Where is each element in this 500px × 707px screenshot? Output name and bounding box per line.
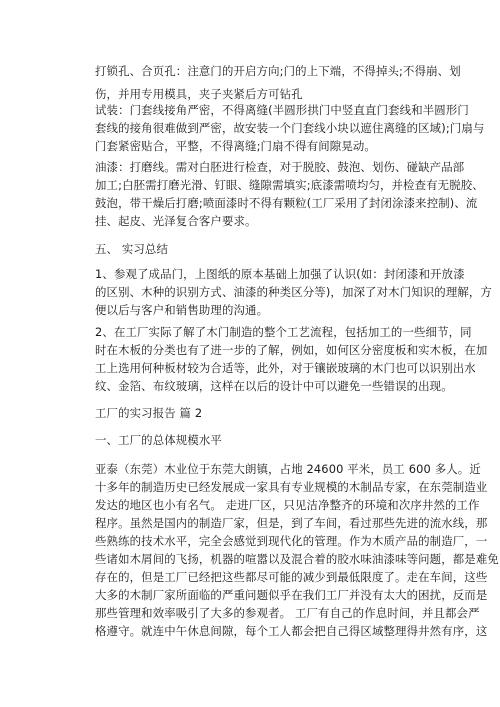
text-line: 那些管理和效率吸引了大多的参观者。 工厂有自己的作息时间，并且都会严	[95, 606, 480, 620]
section-heading: 五、 实习总结	[95, 242, 169, 256]
text-line: 发达的地区也小有名气。 走进厂区，只见洁净整齐的环境和次序井然的工作	[95, 498, 480, 512]
text-line: 套线的接角很难做到严密，故安装一个门套线小块以遮住离缝的区域);门扇与	[95, 121, 485, 135]
report-title: 工厂的实习报告 篇 2	[95, 406, 203, 420]
text-line: 大多的木制厂家所面临的严重问题似乎在我们工厂并没有太大的困扰，反而是	[95, 588, 488, 602]
text-line: 纹、金箔、布纹玻璃，这样在以后的设计中可以避免一些错误的出现。	[95, 379, 453, 393]
text-line: 鼓泡，带干燥后打磨;喷面漆时不得有颗粒(工厂采用了封闭涂漆来控制)、流	[95, 196, 478, 210]
text-line: 油漆：打磨线。需对白胚进行检查，对于脱胶、鼓泡、划伤、碰缺产品部	[95, 160, 465, 174]
text-line: 伤，并用专用模具，夹子夹紧后方可钻孔	[95, 87, 303, 101]
text-line: 些熟练的技术水平，完全会感觉到现代化的管理。作为木质产品的制造厂，一	[95, 534, 488, 548]
text-line: 存在的，但是工厂已经把这些都尽可能的减少到最低限度了。走在车间，这些	[95, 570, 488, 584]
text-line: 加工;白胚需打磨光滑、钉眼、缝隙需填实;底漆需喷均匀，并检查有无脱胶、	[95, 178, 484, 192]
text-line: 些诸如木屑间的飞扬，机器的喧嚣以及混合着的胶水味油漆味等问题，都是难免	[95, 552, 499, 566]
text-line: 挂、起皮、光泽复合客户要求。	[95, 214, 257, 228]
text-line: 1、参观了成品门，上图纸的原本基础上加强了认识(如：封闭漆和开放漆	[95, 267, 465, 281]
text-line: 试装：门套线接角严密，不得离缝(半圆形拱门中竖直直门套线和半圆形门	[95, 103, 469, 117]
text-line: 工上选用何种板材较为合适等，此外，对于镶嵌玻璃的木门也可以识别出水	[95, 361, 476, 375]
section-heading: 一、工厂的总体规模水平	[95, 433, 222, 447]
text-line: 打锁孔、合页孔：注意门的开启方向;门的上下端，不得掉头;不得崩、划	[95, 64, 461, 78]
text-line: 时在木板的分类也有了进一步的了解，例如，如何区分密度板和实木板，在加	[95, 343, 488, 357]
text-line: 2、在工厂实际了解了木门制造的整个工艺流程，包括加工的一些细节，同	[95, 325, 472, 339]
text-line: 格遵守。就连中午休息间隙，每个工人都会把自己得区域整理得井然有序，这	[95, 624, 488, 638]
text-line: 的区别、木种的识别方式、油漆的种类区分等)，加深了对木门知识的理解，方	[95, 285, 492, 299]
text-line: 亚泰（东莞）木业位于东莞大朗镇，占地 24600 平米，员工 600 多人。近	[95, 462, 481, 476]
text-line: 十多年的制造历史已经发展成一家具有专业规模的木制品专家，在东莞制造业	[95, 480, 488, 494]
text-line: 便以后与客户和销售助理的沟通。	[95, 303, 269, 317]
text-line: 程序。虽然是国内的制造厂家，但是，到了车间，看过那些先进的流水线，那	[95, 516, 488, 530]
text-line: 门套紧密贴合，平整，不得离缝;门扇不得有间隙晃动。	[95, 139, 376, 153]
